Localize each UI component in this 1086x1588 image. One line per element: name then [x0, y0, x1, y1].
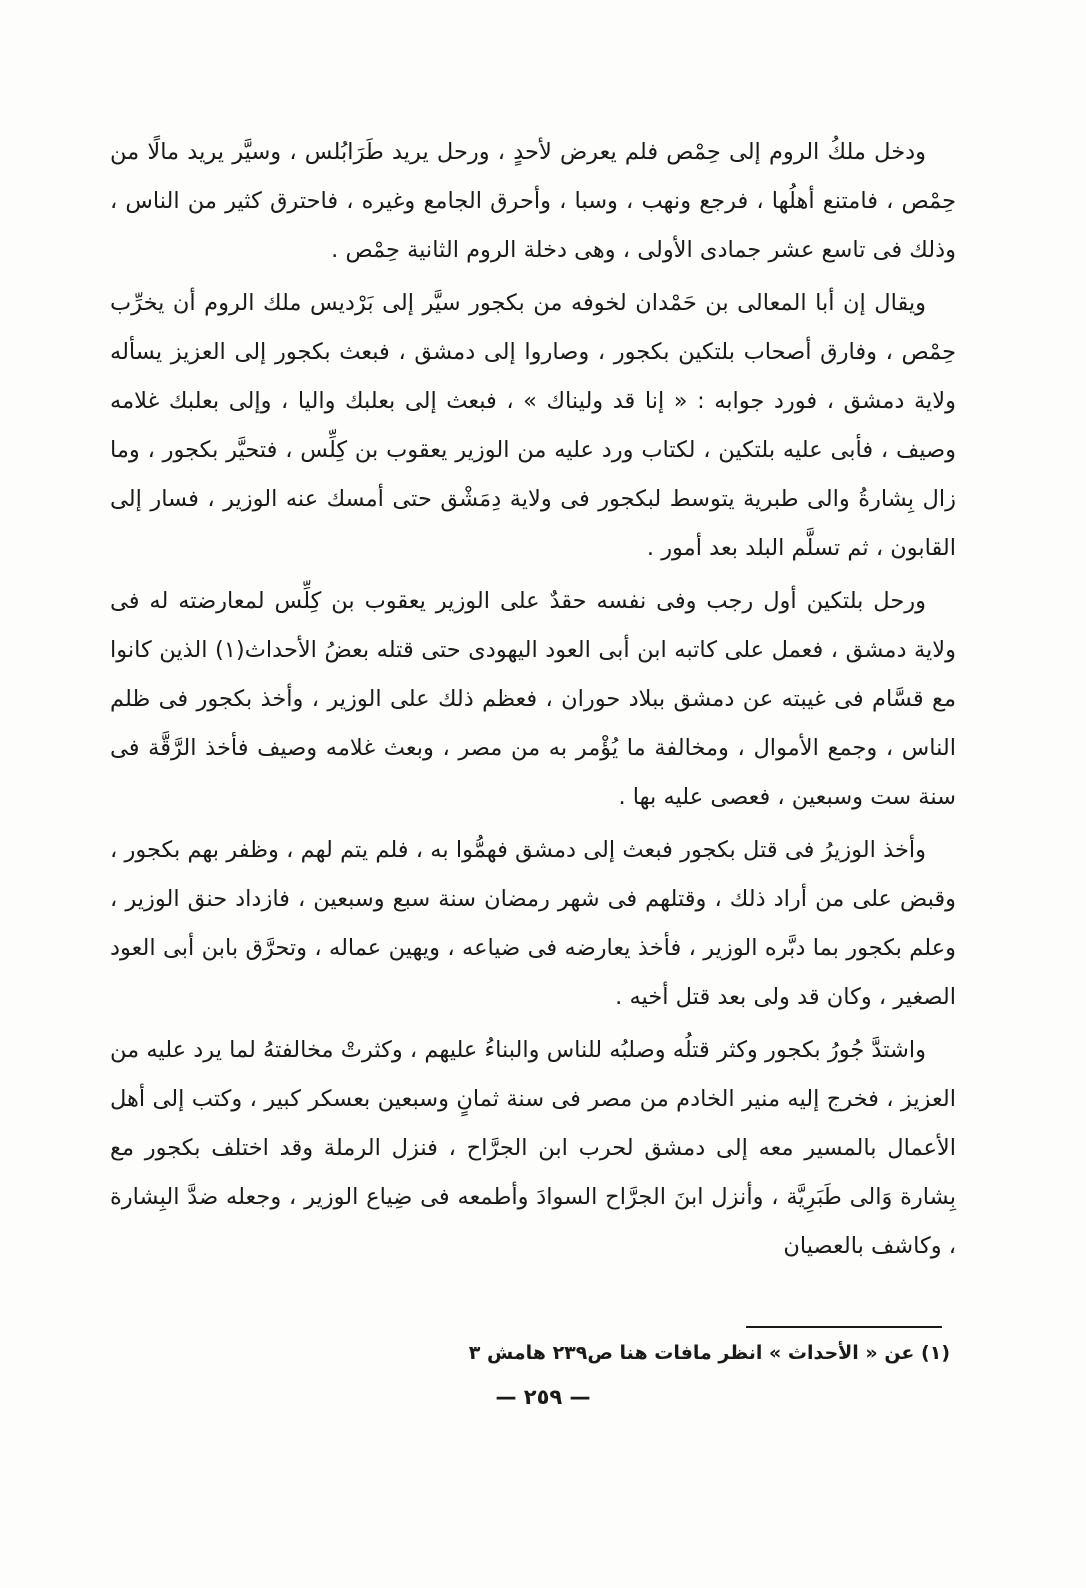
- paragraph-1: ودخل ملكُ الروم إلى حِمْص فلم يعرض لأحدٍ ، ورحل يريد طَرَابُلس ، وسيَّر يريد مالًا من حِمْص ، فامتنع أهلُها ، فرجع ونهب ، وسبا ، وأحرق الجامع وغيره ، فاحترق كثير من الناس ، وذلك فى تاسع عشر جمادى الأولى ، وهى دخلة الروم الثانية حِمْص .: [110, 139, 956, 263]
- paragraph-5: واشتدَّ جُورُ بكجور وكثر قتلُه وصلبُه للناس والبناءُ عليهم ، وكثرتْ مخالفتهُ لما يرد عليه من العزيز ، فخرج إليه منير الخادم من مصر فى سنة ثمانٍ وسبعين بعسكر كبير ، وكتب إلى أهل الأعمال بالمسير معه إلى دمشق لحرب ابن الجرَّاح ، فنزل الرملة وقد اختلف بكجور مع بِشارة وَالى طَبَرِيَّة ، وأنزل ابنَ الجرَّاح السوادَ وأطمعه فى ضِياع الوزير ، وجعله ضدَّ البِشارة ، وكاشف بالعصيان: [110, 1037, 956, 1259]
- paragraph-3: ورحل بلتكين أول رجب وفى نفسه حقدٌ على الوزير يعقوب بن كِلِّس لمعارضته له فى ولاية دمشق ، فعمل على كاتبه ابن أبى العود اليهودى حتى قتله بعضُ الأحداث(١) الذين كانوا مع قسَّام فى غيبته عن دمشق ببلاد حوران ، فعظم ذلك على الوزير ، وأخذ بكجور فى ظلم الناس ، وجمع الأموال ، ومخالفة ما يُؤْمر به من مصر ، وبعث غلامه وصيف فأخذ الرَّقَّة فى سنة ست وسبعين ، فعصى عليه بها .: [110, 588, 957, 810]
- footnote-divider: [746, 1326, 942, 1328]
- page-number: — ٢٥٩ —: [495, 1385, 591, 1409]
- main-text: [110, 128, 956, 1271]
- paragraph-2: ويقال إن أبا المعالى بن حَمْدان لخوفه من بكجور سيَّر إلى بَرْديس ملك الروم أن يخرِّب حِمْص ، وفارق أصحاب بلتكين بكجور ، وصاروا إلى دمشق ، فبعث بكجور إلى العزيز يسأله ولاية دمشق ، فورد جوابه : « إنا قد وليناك » ، فبعث إلى بعلبك واليا ، وإلى بعلبك غلامه وصيف ، فأبى عليه بلتكين ، لكتاب ورد عليه من الوزير يعقوب بن كِلِّس ، فتحيَّر بكجور ، وما زال بِشارةُ والى طبرية يتوسط لبكجور فى ولاية دِمَشْق حتى أمسك عنه الوزير ، فسار إلى القابون ، ثم تسلَّم البلد بعد أمور .: [110, 290, 956, 561]
- footnote: (١) عن « الأحداث » انظر مافات هنا ص٢٣٩ هامش ٣: [468, 1342, 950, 1364]
- paragraph-4: وأخذ الوزيرُ فى قتل بكجور فبعث إلى دمشق فهمُّوا به ، فلم يتم لهم ، وظفر بهم بكجور ، وقبض على من أراد ذلك ، وقتلهم فى شهر رمضان سنة سبع وسبعين ، فازداد حنق الوزير ، وعلم بكجور بما دبَّره الوزير ، فأخذ يعارضه فى ضياعه ، ويهين عماله ، وتحرَّق بابن أبى العود الصغير ، وكان قد ولى بعد قتل أخيه .: [110, 837, 956, 1010]
